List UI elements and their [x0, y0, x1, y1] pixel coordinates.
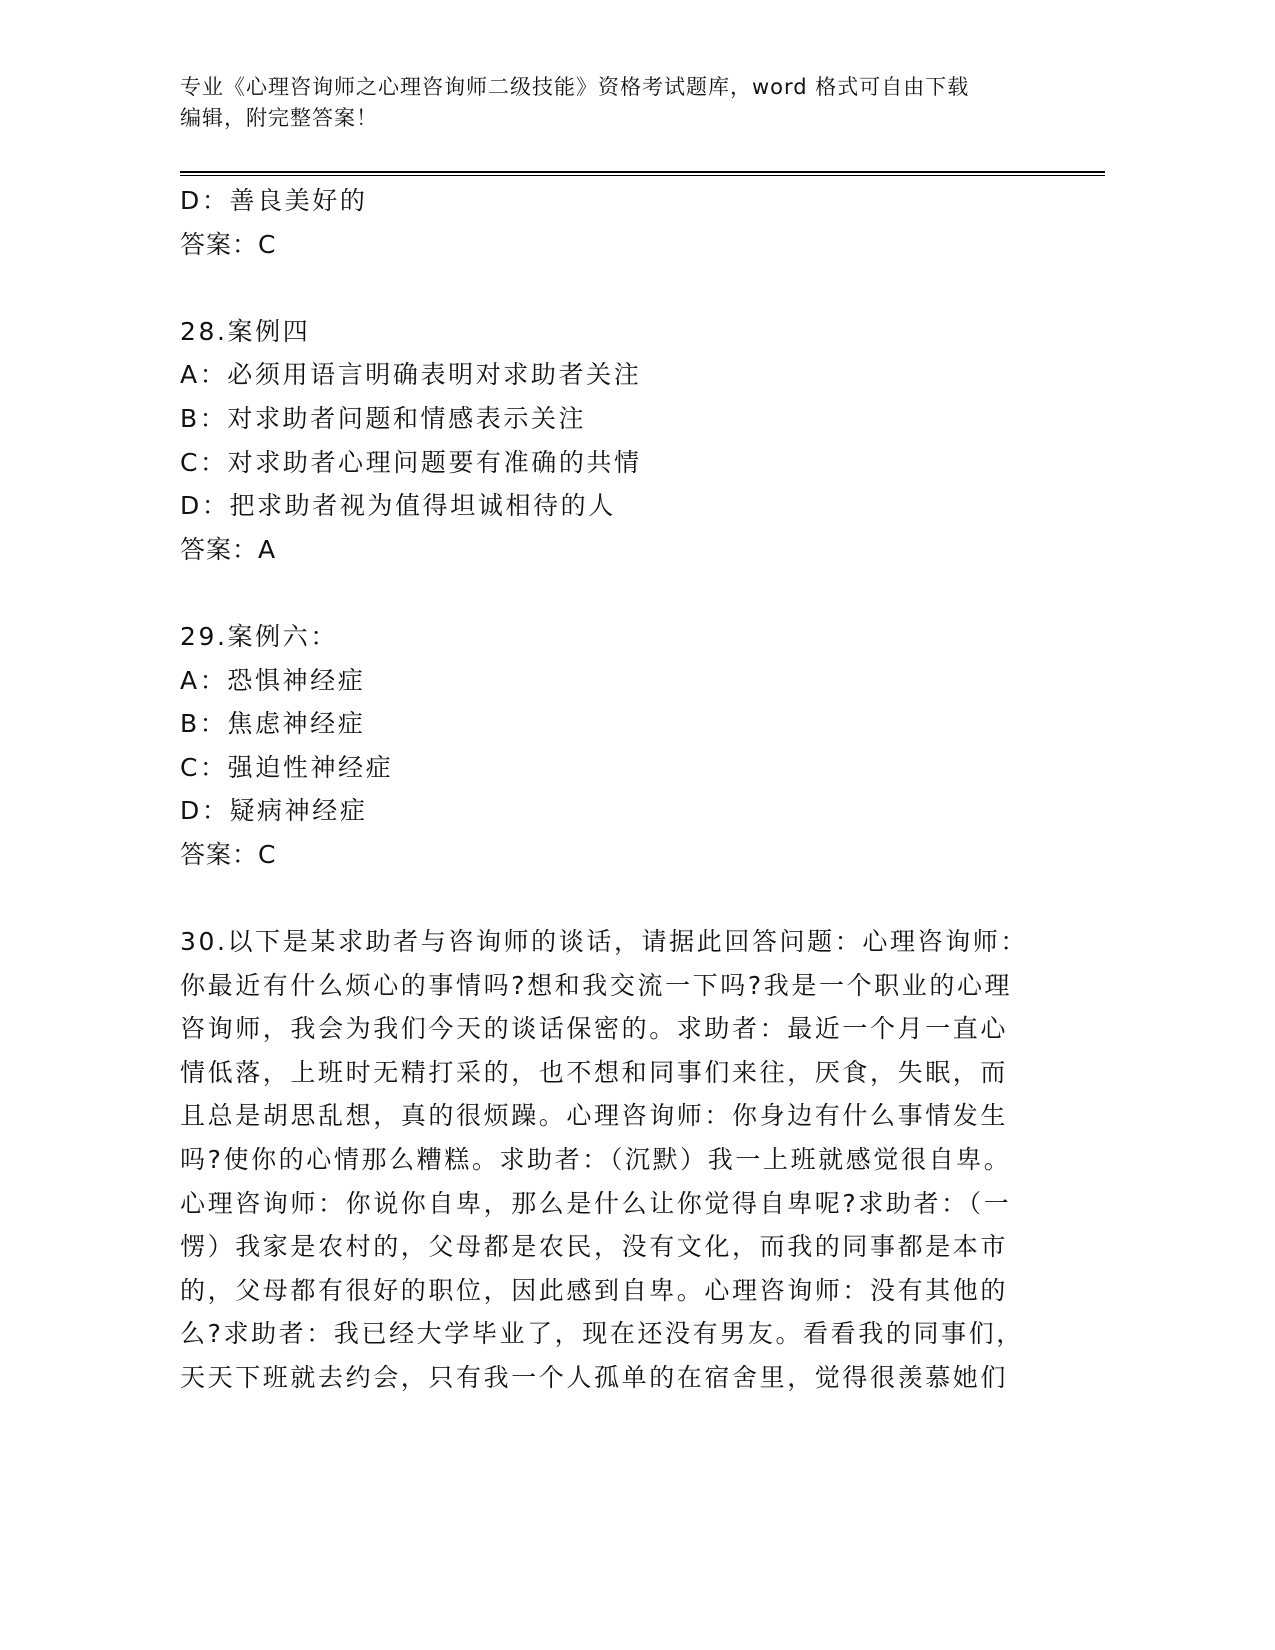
q29-option-a: A：恐惧神经症 [180, 665, 366, 695]
header-line-1: 专业《心理咨询师之心理咨询师二级技能》资格考试题库，word 格式可自由下载 [180, 75, 970, 99]
header-divider [180, 171, 1105, 173]
q28-option-b: B：对求助者问题和情感表示关注 [180, 403, 587, 433]
q28-option-d: D：把求助者视为值得坦诚相待的人 [180, 491, 616, 521]
q30-line: 咨询师，我会为我们今天的谈话保密的。求助者：最近一个月一直心 [180, 1014, 1009, 1044]
document-header [180, 72, 1040, 134]
header-line-2: 编辑，附完整答案！ [180, 106, 378, 130]
q30-line: 愣）我家是农村的，父母都是农民，没有文化，而我的同事都是本市 [180, 1232, 1009, 1262]
q28-title: 28.案例四 [180, 316, 311, 346]
q30-line: 且总是胡思乱想，真的很烦躁。心理咨询师：你身边有什么事情发生 [180, 1101, 1009, 1131]
q27-answer: 答案：C [180, 229, 277, 259]
q29-option-b: B：焦虑神经症 [180, 709, 366, 739]
q28-answer: 答案：A [180, 534, 277, 564]
q30-line: 吗?使你的心情那么糟糕。求助者：（沉默）我一上班就感觉很自卑。 [180, 1145, 1012, 1175]
q27-option-d: D：善良美好的 [180, 186, 368, 215]
spacer [180, 877, 1060, 921]
q30-line: 情低落，上班时无精打采的，也不想和同事们来往，厌食，失眠，而 [180, 1057, 1009, 1087]
spacer [180, 266, 1060, 310]
header-divider-thin [180, 175, 1105, 176]
q30-line: 么?求助者：我已经大学毕业了，现在还没有男友。看看我的同事们， [180, 1319, 1024, 1349]
q29-answer: 答案：C [180, 839, 277, 869]
spacer [180, 571, 1060, 615]
q28-option-a: A：必须用语言明确表明对求助者关注 [180, 360, 642, 390]
q29-title: 29.案例六： [180, 621, 338, 651]
document-body [180, 179, 1060, 1400]
q30-line: 的，父母都有很好的职位，因此感到自卑。心理咨询师：没有其他的 [180, 1275, 1009, 1305]
q29-option-d: D：疑病神经症 [180, 796, 368, 826]
q30-line: 30.以下是某求助者与咨询师的谈话，请据此回答问题：心理咨询师： [180, 927, 1028, 957]
q30-line: 你最近有什么烦心的事情吗?想和我交流一下吗?我是一个职业的心理 [180, 970, 1013, 1000]
q29-option-c: C：强迫性神经症 [180, 752, 394, 782]
q28-option-c: C：对求助者心理问题要有准确的共情 [180, 447, 642, 477]
q30-line: 天天下班就去约会，只有我一个人孤单的在宿舍里，觉得很羡慕她们 [180, 1363, 1009, 1393]
q30-line: 心理咨询师：你说你自卑，那么是什么让你觉得自卑呢?求助者：（一 [180, 1188, 1012, 1218]
